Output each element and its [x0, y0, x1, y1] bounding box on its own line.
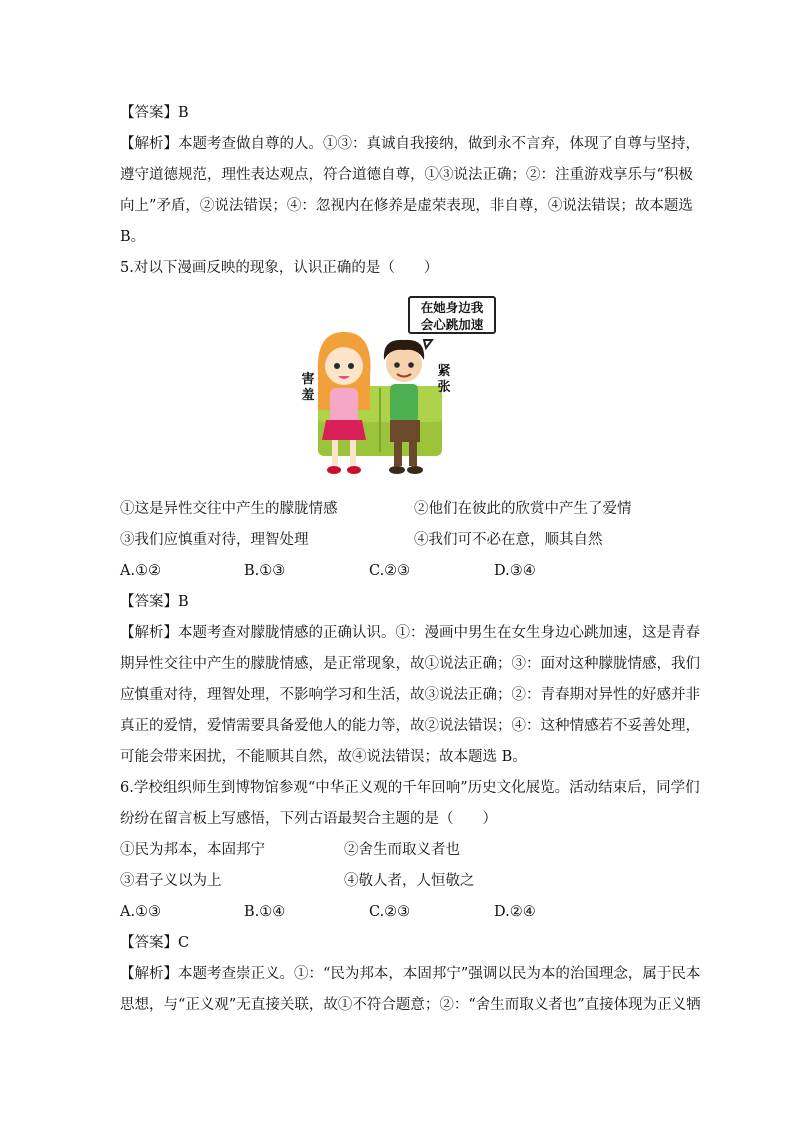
q4-analysis-line-2: 遵守道德规范，理性表达观点，符合道德自尊，①③说法正确；②：注重游戏享乐与“积极 — [120, 167, 693, 183]
q5-analysis-line-3: 应慎重对待，理智处理，不影响学习和生活，故③说法正确；②：青春期对异性的好感并非 — [120, 687, 700, 703]
girl-shoe-left — [327, 466, 341, 474]
q5-analysis-line-5: 可能会带来困扰，不能顺其自然，故④说法错误；故本题选 B。 — [120, 749, 527, 765]
boy-leg-left — [394, 442, 402, 466]
q6-analysis-line-2: 思想，与“正义观”无直接关联，故①不符合题意；②：“舍生而取义者也”直接体现为正义牺 — [120, 997, 701, 1013]
q6-statement-1: ①民为邦本，本固邦宁 — [120, 842, 265, 858]
q4-answer: 【答案】B — [120, 105, 189, 121]
q5-analysis-line-2: 期异性交往中产生的朦胧情感，是正常现象，故①说法正确；③：面对这种朦胧情感，我们 — [120, 656, 700, 672]
q6-stem-line-1: 6.学校组织师生到博物馆参观“中华正义观的千年回响”历史文化展览。活动结束后，同学们 — [120, 780, 700, 796]
boy-shorts — [390, 420, 420, 442]
q6-statement-2: ②舍生而取义者也 — [344, 842, 460, 858]
q6-statement-4: ④敬人者，人恒敬之 — [344, 873, 475, 889]
bubble-line-1: 在她身边我 — [420, 300, 484, 315]
bubble-tail — [424, 340, 432, 348]
q6-choice-c: C.②③ — [369, 904, 411, 920]
q5-choice-b: B.①③ — [244, 563, 286, 579]
q6-stem-line-2: 纷纷在留言板上写感悟，下列古语最契合主题的是（ ） — [120, 811, 497, 827]
q5-cartoon — [296, 292, 506, 482]
q5-choice-d: D.③④ — [494, 563, 536, 579]
boy-shirt — [390, 384, 418, 422]
girl-eye-left — [334, 363, 340, 369]
girl-skirt — [322, 420, 366, 440]
girl-face — [325, 347, 363, 385]
q6-statement-3: ③君子义以为上 — [120, 873, 222, 889]
girl-eye-right — [348, 363, 354, 369]
q5-answer: 【答案】B — [120, 594, 189, 610]
bubble-line-2: 会心跳加速 — [420, 317, 484, 332]
girl-leg-left — [332, 440, 338, 466]
q5-choice-a: A.①② — [120, 563, 162, 579]
q4-analysis-line-1: 【解析】本题考查做自尊的人。①③：真诚自我接纳，做到永不言弃，体现了自尊与坚持， — [120, 136, 700, 152]
q5-statement-4: ④我们可不必在意，顺其自然 — [414, 532, 603, 548]
girl-label: 害羞 — [301, 372, 315, 403]
q5-analysis-line-1: 【解析】本题考查对朦胧情感的正确认识。①：漫画中男生在女生身边心跳加速，这是青春 — [120, 625, 700, 641]
boy-leg-right — [409, 442, 417, 466]
boy-shoe-left — [389, 466, 405, 474]
girl-leg-right — [350, 440, 356, 466]
q5-statement-2: ②他们在彼此的欣赏中产生了爱情 — [414, 501, 632, 517]
cartoon-illustration — [296, 292, 506, 482]
q5-choice-c: C.②③ — [369, 563, 411, 579]
q6-answer: 【答案】C — [120, 935, 190, 951]
boy-eye-right — [408, 362, 414, 368]
boy-label: 紧张 — [437, 364, 451, 395]
q4-analysis-line-3: 向上”矛盾，②说法错误；④：忽视内在修养是虚荣表现，非自尊，④说法错误；故本题选 — [120, 198, 693, 214]
q5-stem: 5.对以下漫画反映的现象，认识正确的是（ ） — [120, 260, 439, 276]
q6-choice-b: B.①④ — [244, 904, 286, 920]
q5-analysis-line-4: 真正的爱情，爱情需要具备爱他人的能力等，故②说法错误；④：这种情感若不妥善处理， — [120, 718, 700, 734]
girl-shoe-right — [347, 466, 361, 474]
q6-choice-d: D.②④ — [494, 904, 536, 920]
q5-statement-3: ③我们应慎重对待，理智处理 — [120, 532, 309, 548]
boy-shoe-right — [407, 466, 423, 474]
q5-statement-1: ①这是异性交往中产生的朦胧情感 — [120, 501, 338, 517]
boy-eye-left — [394, 362, 400, 368]
q4-analysis-line-4: B。 — [120, 229, 146, 245]
q6-choice-a: A.①③ — [120, 904, 162, 920]
girl-shirt — [330, 388, 358, 422]
q6-analysis-line-1: 【解析】本题考查崇正义。①：“民为邦本，本固邦宁”强调以民为本的治国理念，属于民本 — [120, 966, 701, 982]
